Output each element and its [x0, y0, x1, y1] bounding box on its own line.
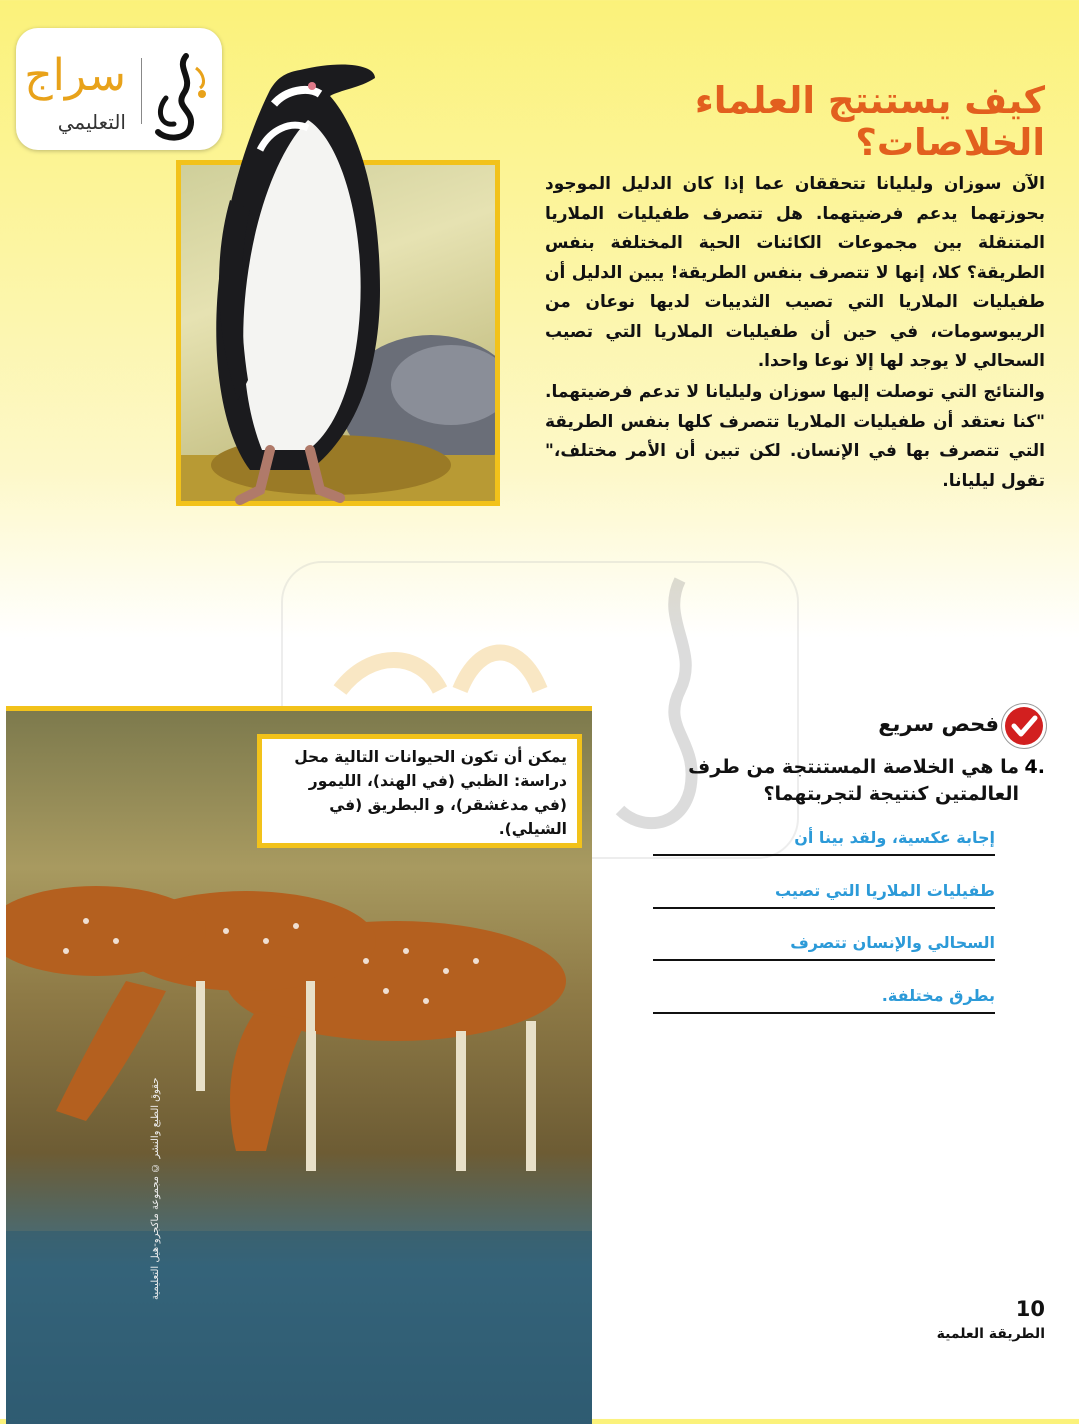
photo-caption: يمكن أن تكون الحيوانات التالية محل دراسة: الظبي (في الهند)، الليمور (في مدغشقر)، و البطريق (في الشيلي). — [257, 734, 582, 848]
photo-credit: حقوق الطبع والنشر © مجموعة ماكجرو-هيل التعليمية — [150, 1077, 161, 1300]
answer-line-4: بطرق مختلفة. — [653, 982, 995, 1014]
answer-line-2: طفيليات الملاريا التي تصيب — [653, 877, 995, 909]
logo-subtitle: التعليمي — [57, 110, 126, 134]
answer-line-3: السحالي والإنسان تتصرف — [653, 929, 995, 961]
page-title: كيف يستنتج العلماء الخلاصات؟ — [694, 79, 1045, 164]
paragraph-2: والنتائج التي توصلت إليها سوزان وليليانا لا تدعم فرضيتهما. "كنا نعتقد أن طفيليات الملاريا تتصرف كلها بنفس الطريقة التي تتصرف بها في الإنسان. لكن تبين أن الأمر مختلف،" تقول ليليانا. — [545, 382, 1045, 491]
paragraph-1: الآن سوزان وليليانا تتحققان عما إذا كان الدليل الموجود بحوزتهما يدعم فرضيتهما. هل تتصرف طفيليات الملاريا المتنقلة بين مجموعات الكائنات الحية المختلفة بنفس الطريقة؟ كلا، إنها لا تتصرف بنفس الطريقة! يبين الدليل أن طفيليات الملاريا التي تصيب الثدييات لديها نوعان من الريبوسومات، في حين أن طفيليات الملاريا التي تصيب السحالي لا يوجد لها إلا نوعا واحدا. — [545, 174, 1045, 371]
quick-check-title: فحص سريع — [878, 712, 999, 736]
page-number: 10 — [1015, 1297, 1045, 1321]
logo-word: سراج — [24, 50, 126, 101]
logo-divider — [141, 58, 142, 124]
answer-line-1: إجابة عكسية، ولقد بينا أن — [653, 824, 995, 856]
penguin-icon — [190, 50, 390, 510]
check-mark-icon — [1005, 707, 1043, 745]
question-number: 4. — [1024, 756, 1045, 778]
question-text: ما هي الخلاصة المستنتجة من طرف العالمتين كنتيجة لتجربتهما؟ — [688, 756, 1019, 805]
chapter-label: الطريقة العلمية — [936, 1326, 1045, 1342]
